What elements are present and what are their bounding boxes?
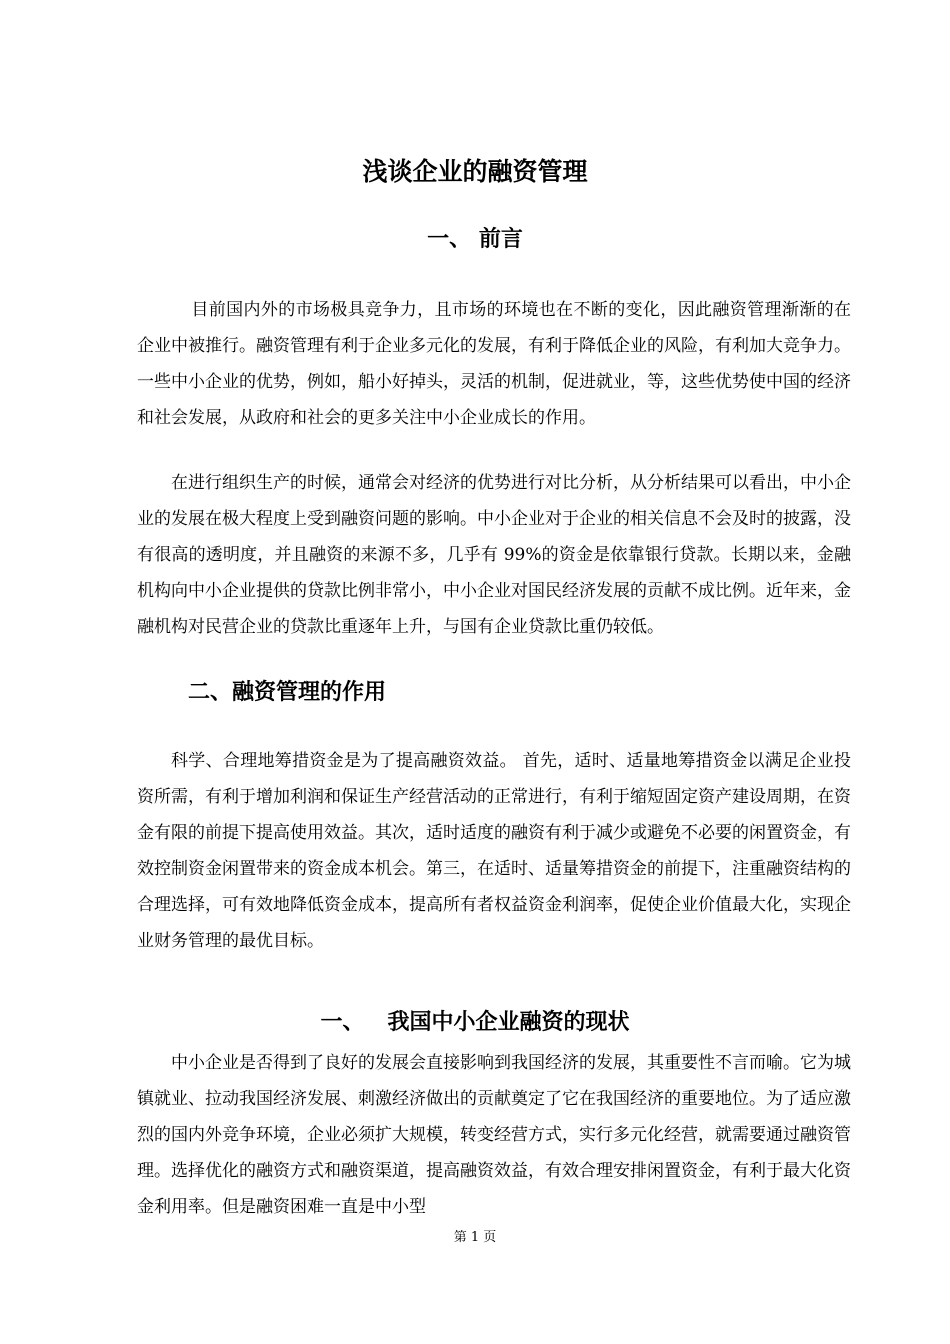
section-heading-status: 一、 我国中小企业融资的现状 [320, 1010, 630, 1035]
document-title: 浅谈企业的融资管理 [362, 157, 588, 186]
paragraph-status-1: 中小企业是否得到了良好的发展会直接影响到我国经济的发展，其重要性不言而喻。它为城镇就业、拉动我国经济发展、刺激经济做出的贡献奠定了它在我国经济的重要地位。为了适应激烈的国内外竞争环境，企业必须扩大规模，转变经营方式，实行多元化经营，就需要通过融资管理。选择优化的融资方式和融资渠道，提高融资效益，有效合理安排闲置资金，有利于最大化资金利用率。但是融资困难一直是中小型 [137, 1053, 851, 1217]
section-heading-preface: 一、 前言 [427, 227, 523, 252]
paragraph-preface-2: 在进行组织生产的时候，通常会对经济的优势进行对比分析，从分析结果可以看出，中小企业的发展在极大程度上受到融资问题的影响。中小企业对于企业的相关信息不会及时的披露，没有很高的透明度，并且融资的来源不多，几乎有 99%的资金是依靠银行贷款。长期以来，金融机构向中小企业提供的贷款比例非常小，中小企业对国民经济发展的贡献不成比例。近年来，金融机构对民营企业的贷款比重逐年上升，与国有企业贷款比重仍较低。 [137, 473, 851, 637]
section-heading-role: 二、融资管理的作用 [188, 680, 387, 705]
page-number: 第 1 页 [453, 1230, 497, 1245]
paragraph-preface-1: 目前国内外的市场极具竞争力，且市场的环境也在不断的变化，因此融资管理渐渐的在企业中被推行。融资管理有利于企业多元化的发展，有利于降低企业的风险，有利加大竞争力。一些中小企业的优势，例如，船小好掉头，灵活的机制，促进就业，等，这些优势使中国的经济和社会发展，从政府和社会的更多关注中小企业成长的作用。 [137, 300, 851, 428]
paragraph-role-1: 科学、合理地筹措资金是为了提高融资效益。 首先，适时、适量地筹措资金以满足企业投资所需，有利于增加利润和保证生产经营活动的正常进行，有利于缩短固定资产建设周期，在资金有限的前提下提高使用效益。其次，适时适度的融资有利于减少或避免不必要的闲置资金，有效控制资金闲置带来的资金成本机会。第三，在适时、适量筹措资金的前提下，注重融资结构的合理选择，可有效地降低资金成本，提高所有者权益资金利润率，促使企业价值最大化，实现企业财务管理的最优目标。 [137, 751, 851, 951]
